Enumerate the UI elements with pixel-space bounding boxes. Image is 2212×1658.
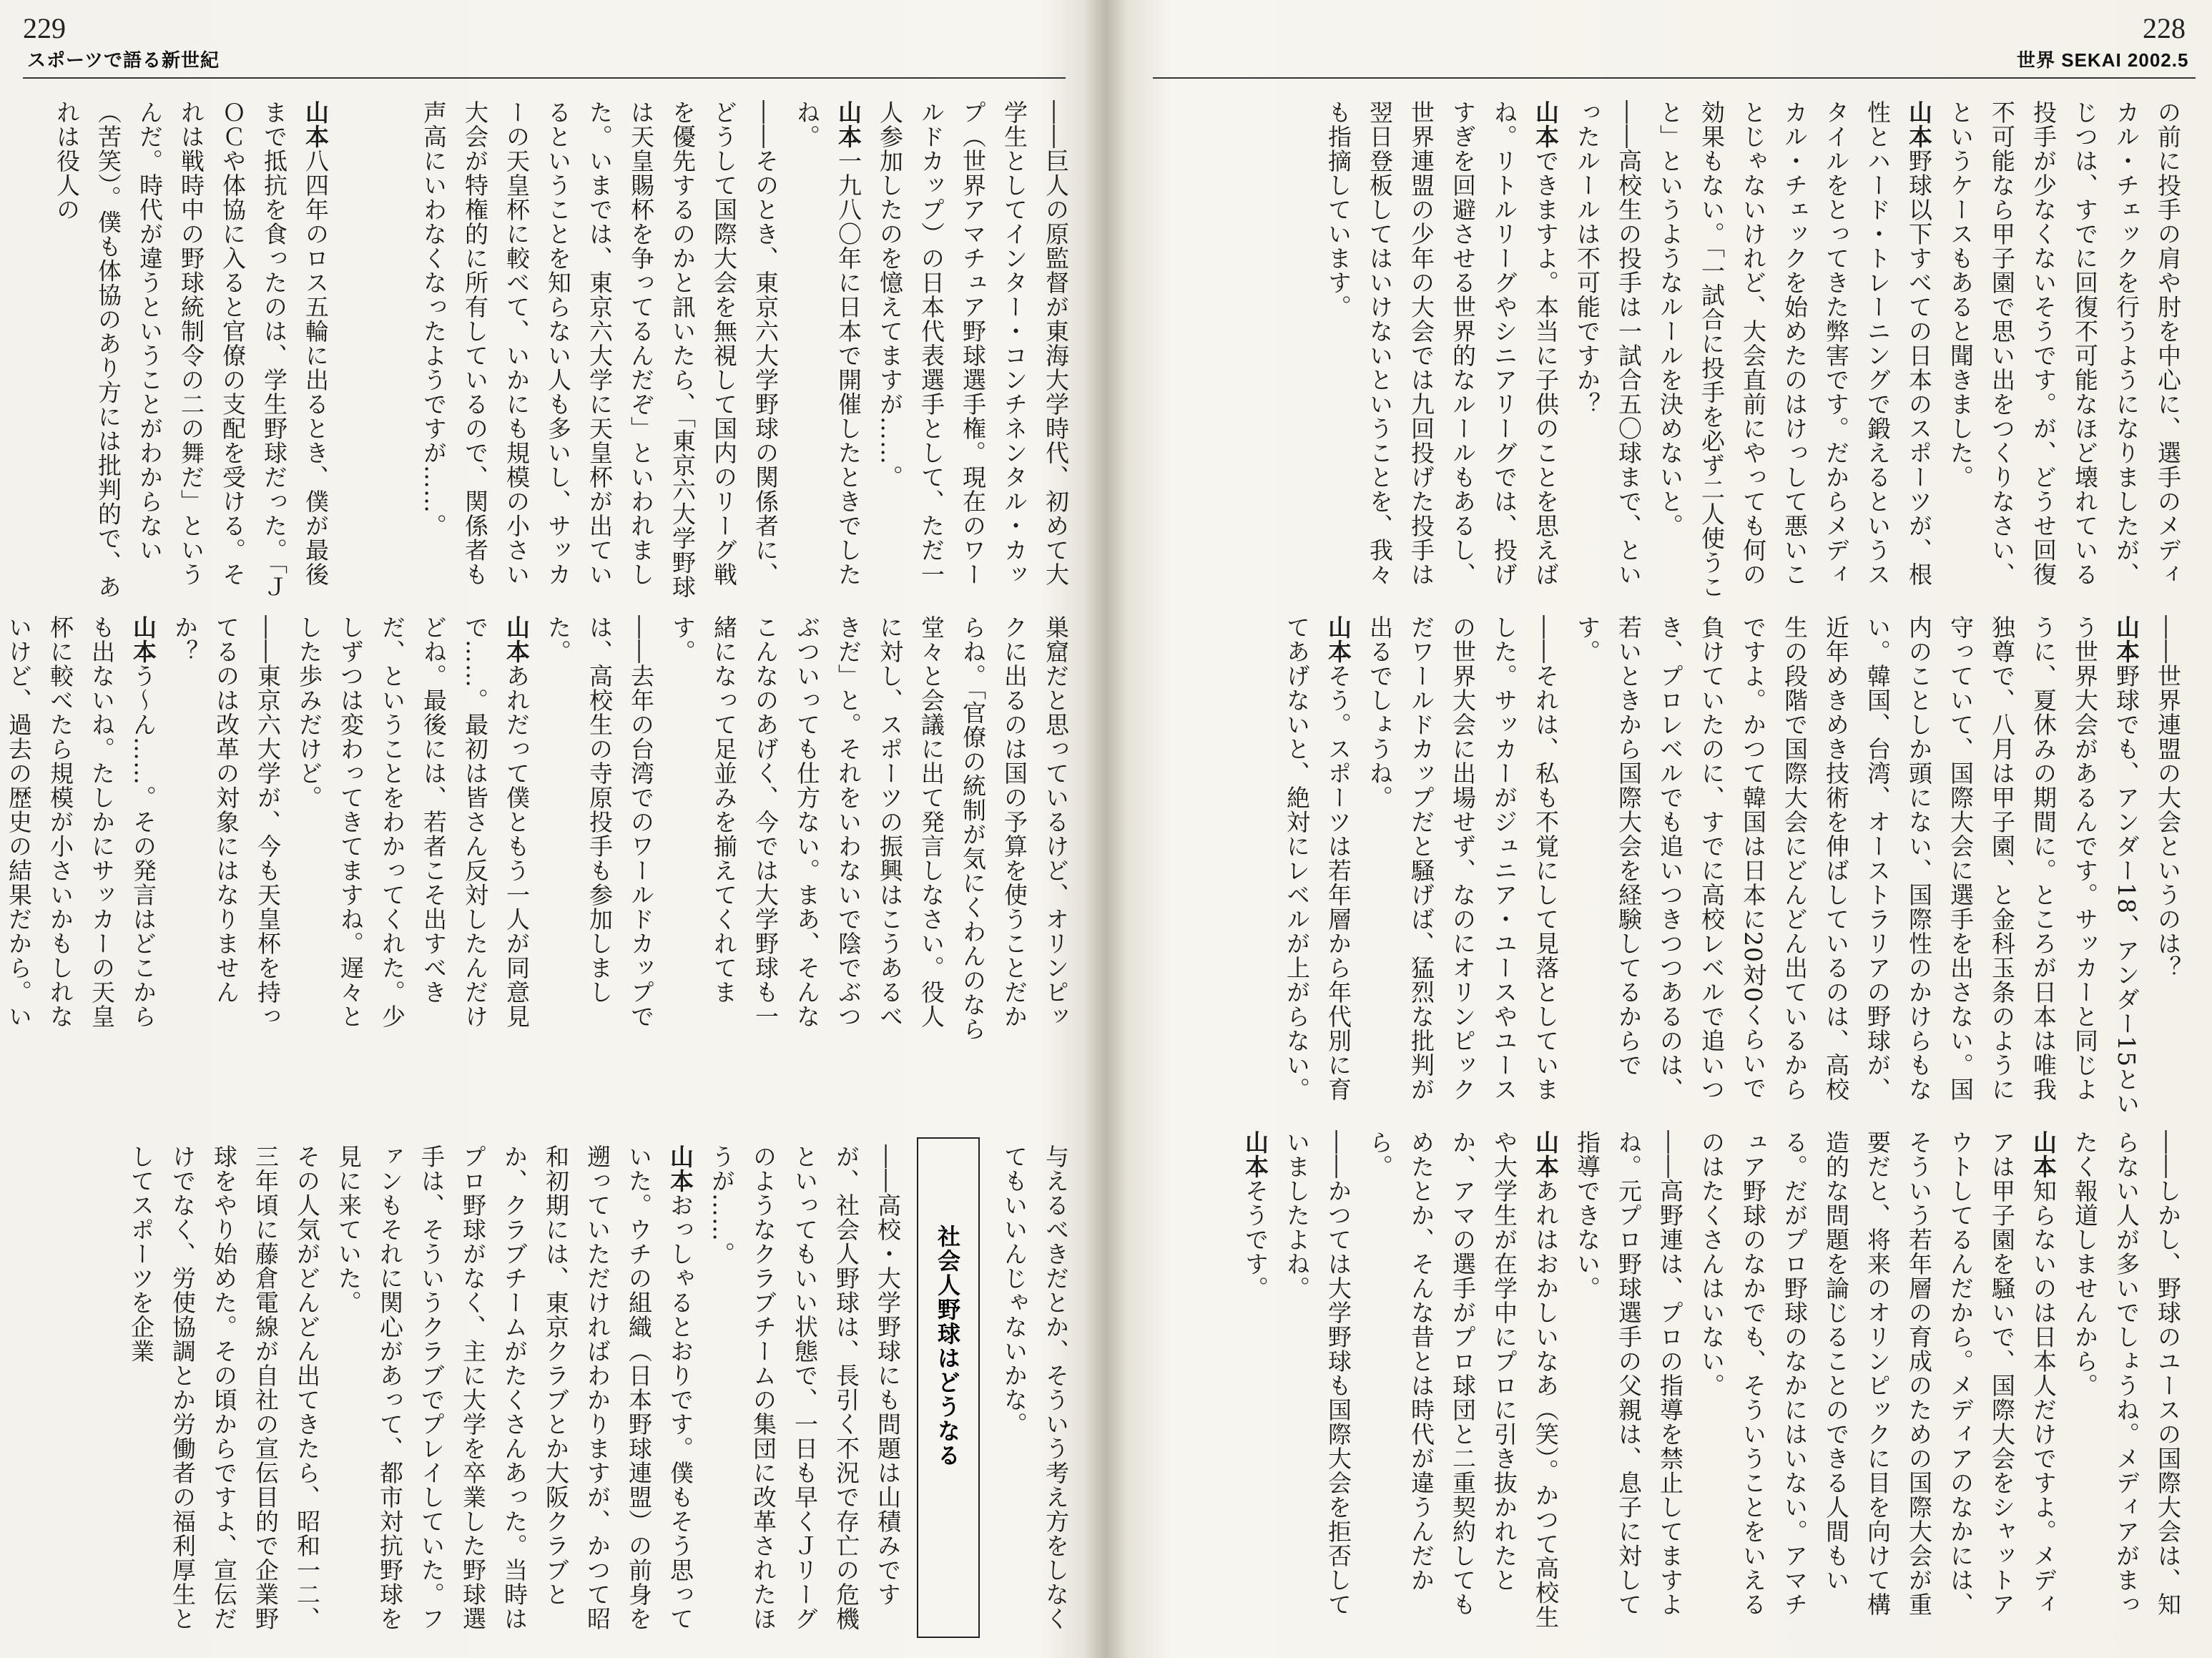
paragraph-text: ――高校生の投手は一試合五〇球まで、といったルールは不可能ですか？ <box>1573 100 1643 587</box>
paragraph-text: 野球でも、アンダー18、アンダー15という世界大会があるんです。サッカーと同じように、夏休みの期間に。ところが日本は唯我独尊で、八月は甲子園、と金科玉条のように守っていて、国際大会に選手を出さない。国内のことしか頭にない、国際性のかけらもない。韓国、台湾、オーストラリアの野球が、近年めきめき技術を伸ばしているのは、高校生の段階で国際大会にどんどん出ているからですよ。かつて韓国は日本に20対0くらいで負けていたのに、すでに高校レベルで追いつき、プロレベルでも追いつきつつあるのは、若いときから国際大会を経験してるからです。 <box>1573 615 2140 1116</box>
paragraph <box>1276 1130 1359 1638</box>
left-bottom-col-1 <box>987 1144 1076 1638</box>
paragraph-text: ――東京六大学が、今も天皇杯を持ってるのは改革の対象にはなりませんか？ <box>171 615 282 1029</box>
paragraph <box>993 1144 1076 1638</box>
left-top-col-1 <box>336 100 1076 601</box>
paragraph-text: 一九八〇年に日本で開催したときでしたね。 <box>793 100 862 587</box>
paragraph <box>537 615 662 1044</box>
paragraph-text: そう。スポーツは若年層から年代別に育てあげないと、絶対にレベルが上がらない。 <box>1283 615 1352 1102</box>
page-number-right: 228 <box>2143 12 2186 44</box>
paragraph <box>1276 615 1359 1116</box>
paragraph-text: おっしゃるとおりです。僕もそう思っていた。ウチの組織（日本野球連盟）の前身を遡っていただければわかりますが、かつて昭和初期には、東京クラブとか大阪クラブとか、クラブチームがたくさんあった。当時はプロ野球がなく、主に大学を卒業した野球選手は、そういうクラブでプレイしていた。ファンもそれに関心があって、都市対抗野球を見に来ていた。 <box>335 1144 694 1631</box>
left-top-col-2 <box>29 100 336 601</box>
paragraph-text: あれはおかしいなあ（笑）。かつて高校生や大学生が在学中にプロに引き抜かれたとか、アマの選手がプロ球団と二重契約してもめたとか、そんな昔とは時代が違うんだから。 <box>1366 1130 1560 1629</box>
header-rule-left <box>23 77 1066 79</box>
paragraph-text: 八四年のロス五輪に出るとき、僕が最後まで抵抗を食ったのは、学生野球だった。「ＪＯＣや体協に入ると官僚の支配を受ける。それは戦時中の野球統制令の二の舞だ」というんだ。時代が違うということがわからない（苦笑）。僕も体協のあり方には批判的で、あれは役人の <box>53 100 330 599</box>
paragraph-text: ――それは、私も不覚にして見落としていました。サッカーがジュニア・ユースやユースの世界大会に出場せず、なのにオリンピックだワールドカップだと騒げば、猛烈な批判が出るでしょうね。 <box>1366 615 1560 1102</box>
paragraph-text: ――高校・大学野球にも問題は山積みですが、社会人野球は、長引く不況で存亡の危機といってもいい状態で、一日も早くＪリーグのようなクラブチームの集団に改革されたほうが……。 <box>708 1144 902 1631</box>
paragraph-text: 与えるべきだとか、そういう考え方をしなくてもいいんじゃないかな。 <box>1001 1144 1070 1631</box>
paragraph <box>1691 1130 2064 1638</box>
paragraph-text: ――そのとき、東京六大学野球の関係者に、どうして国際大会を無視して国内のリーグ戦を優先するのかと訊いたら、「東京六大学野球は天皇賜杯を争ってるんだぞ」といわれました。いまでは、東京六大学に天皇杯が出ているということを知らない人も多いし、サッカーの天皇杯に較べて、いかにも規模の小さい大会が特権的に所有しているので、関係者も声高にいわなくなったようですが……。 <box>420 100 780 599</box>
paragraph-text: 巣窟だと思っているけど、オリンピックに出るのは国の予算を使うことだからね。「官僚の統制が気にくわんのなら堂々と会議に出て発言しなさい。役人に対し、スポーツの振興はこうあるべきだ」と。それをいわないで陰でぶつぶついっても仕方ない。まあ、そんなこんなのあげく、今では大学野球も一緒になって足並みを揃えてくれてます。 <box>669 615 1070 1041</box>
paragraph <box>1317 100 1566 601</box>
paragraph <box>164 615 288 1044</box>
paragraph-text: ――高野連は、プロの指導を禁止してますよね。元プロ野球選手の父親は、息子に対して指導できない。 <box>1573 1130 1684 1617</box>
paragraph-text: ――しかし、野球のユースの国際大会は、知らない人が多いでしょうね。メディアがまったく報道しませんから。 <box>2071 1130 2182 1617</box>
paragraph-text: う～ん……。その発言はどこからも出ないね。たしかにサッカーの天皇杯に較べたら規模が小さいかもしれないけど、過去の歴史の結果だから。い <box>5 615 157 1029</box>
paragraph <box>1566 615 2147 1116</box>
paragraph <box>1234 1130 1276 1638</box>
paragraph-text: ――かつては大学野球も国際大会を拒否していましたよね。 <box>1283 1130 1352 1617</box>
paragraph <box>1566 1130 1691 1638</box>
paragraph <box>328 1144 701 1638</box>
speaker-label: 山本 <box>1532 100 1560 149</box>
paragraph <box>662 615 1076 1044</box>
subheading: 社会人野球はどうなる <box>934 1225 961 1468</box>
page-number-left: 229 <box>23 12 66 44</box>
paragraph-text: その人気がどんどん出てきたら、昭和一二、三年頃に藤倉電線が自社の宣伝目的で企業野球をやり始めた。その頃からですよ、宣伝だけでなく、労使協調とか労働者の福利厚生としてスポーツを企業 <box>127 1144 321 1631</box>
left-mid-col <box>5 615 1076 1044</box>
speaker-label: 山本 <box>2113 615 2140 664</box>
speaker-label: 山本 <box>1532 1130 1560 1179</box>
speaker-label: 山本 <box>302 100 330 149</box>
speaker-label: 山本 <box>835 100 862 149</box>
paragraph-text: あれだって僕ともう一人が同意見で……。最初は皆さん反対したんだけどね。最後には、若者こそ出すべきだ、ということをわかってくれた。少しずつは変わってきてますね。遅々とした歩みだけど。 <box>295 615 531 1029</box>
speaker-label: 山本 <box>667 1144 694 1193</box>
subheading-box <box>917 1137 980 1638</box>
paragraph <box>413 100 786 601</box>
paragraph <box>1649 100 1940 601</box>
speaker-label: 山本 <box>2030 1130 2058 1179</box>
paragraph <box>1359 615 1566 1116</box>
paragraph-text: ――世界連盟の大会というのは？ <box>2154 615 2182 980</box>
running-title-left: スポーツで語る新世紀 <box>27 49 220 71</box>
right-mid-col <box>1144 615 2188 1116</box>
paragraph-text: できますよ。本当に子供のことを思えばね。リトルリーグやシニアリーグでは、投げすぎを回避させる世界的なルールもあるし、世界連盟の少年の大会では九回投げた投手は翌日登板してはいけないということを、我々も指摘しています。 <box>1324 100 1560 587</box>
speaker-label: 山本 <box>503 615 531 664</box>
speaker-label: 山本 <box>1905 100 1933 149</box>
right-bottom-col <box>1144 1130 2188 1638</box>
right-top-col <box>1144 100 2188 601</box>
paragraph-text: ――巨人の原監督が東海大学時代、初めて大学生としてインター・コンチネンタル・カップ（世界アマチュア野球選手権。現在のワールドカップ）の日本代表選手として、ただ一人参加したのを憶えてますが……。 <box>876 100 1070 587</box>
paragraph <box>1940 100 2188 601</box>
paragraph-text: 野球以下すべての日本のスポーツが、根性とハード・トレーニングで鍛えるというスタイルをとってきた弊害です。だからメディカル・チェックを始めたのはけっして悪いことじゃないけれど、大会直前にやっても何の効果もない。「一試合に投手を必ず二人使うこと」というようなルールを決めないと。 <box>1656 100 1933 599</box>
speaker-label: 山本 <box>1324 615 1352 664</box>
paragraph <box>869 100 1076 601</box>
paragraph <box>701 1144 908 1638</box>
paragraph <box>46 100 336 601</box>
paragraph-text: ――去年の台湾でのワールドカップでは、高校生の寺原投手も参加しました。 <box>544 615 655 1029</box>
paragraph <box>2147 615 2188 1116</box>
paragraph-text: そうです。 <box>1242 1179 1269 1300</box>
paragraph <box>786 100 869 601</box>
speaker-label: 山本 <box>1242 1130 1269 1179</box>
paragraph <box>288 615 537 1044</box>
paragraph-text: 知らないのは日本人だけですよ。メディアは甲子園を騒いで、国際大会をシャットアウトしてるんだから。メディアのなかには、そういう若年層の育成のための国際大会が重要だと、将来のオリンピックに目を向けて構造的な問題を論じることのできる人間もいる。だがプロ野球のなかにはいない。アマチュア野球のなかでも、そういうことをいえるのはたくさんはいない。 <box>1698 1130 2058 1617</box>
running-title-right: 世界 SEKAI 2002.5 <box>2017 49 2189 71</box>
paragraph <box>2064 1130 2188 1638</box>
left-bottom-col-2 <box>29 1144 908 1638</box>
paragraph-text: の前に投手の肩や肘を中心に、選手のメディカル・チェックを行うようになりましたが、じつは、すでに回復不可能なほど壊れている投手が少なくないそうです。が、どうせ回復不可能なら甲子園で思い出をつくりなさい、というケースもあると聞きました。 <box>1947 100 2182 587</box>
paragraph <box>1566 100 1649 601</box>
paragraph <box>120 1144 328 1638</box>
paragraph <box>0 615 164 1044</box>
speaker-label: 山本 <box>129 615 157 664</box>
paragraph <box>1359 1130 1566 1638</box>
header-rule-right <box>1153 77 2196 79</box>
